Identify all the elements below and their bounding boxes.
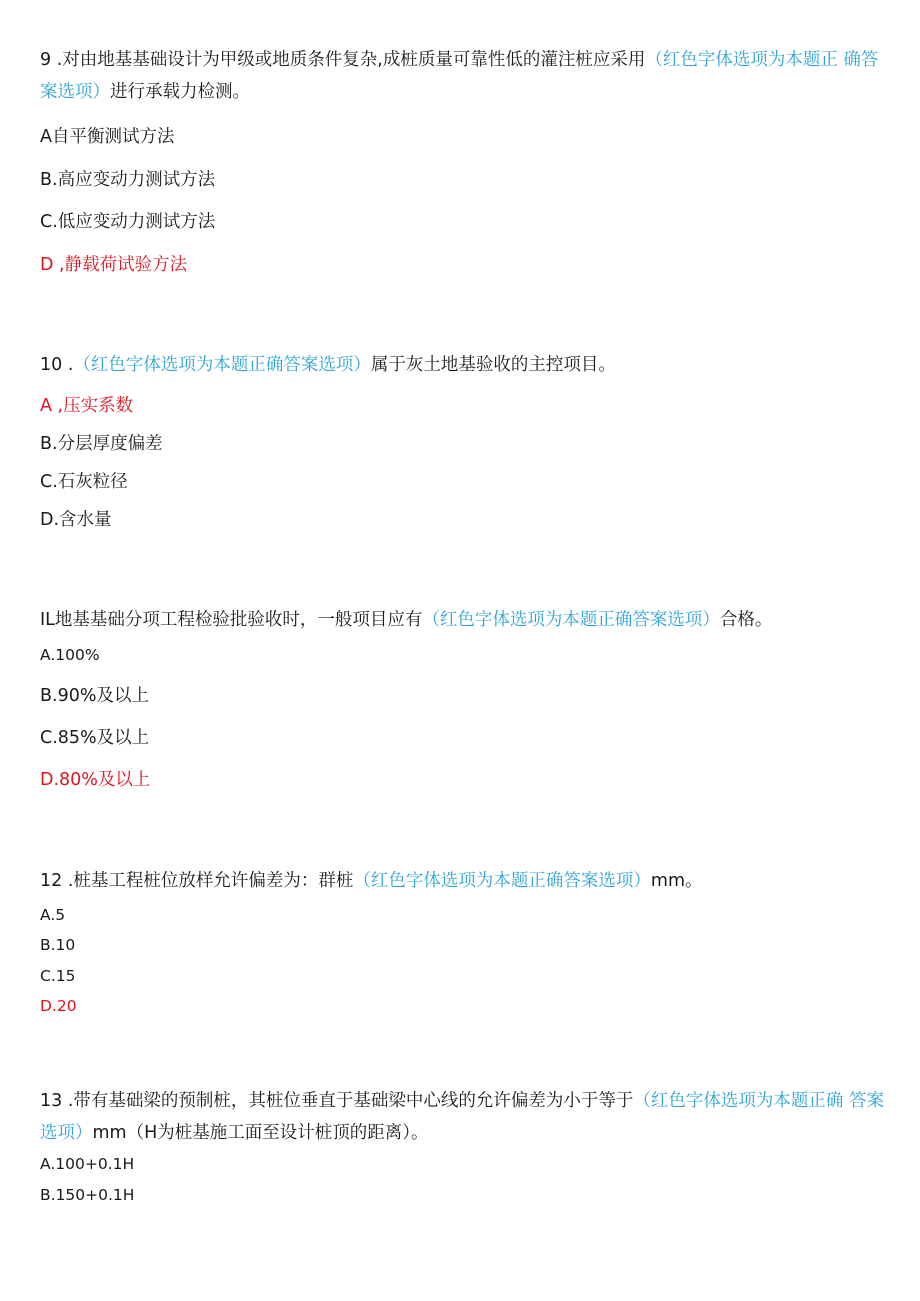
question-13 <box>40 1085 885 1149</box>
question-text-end: mm。 <box>650 871 703 891</box>
option-a: A.100+0.1H <box>40 1155 135 1173</box>
question-number: 9 <box>40 50 52 70</box>
question-number: 12 <box>40 871 63 891</box>
question-number: 10 <box>40 355 63 375</box>
question-text: .对由地基基础设计为甲级或地质条件复杂,成桩质量可靠性低的灌注桩应采用 <box>51 50 646 70</box>
option-d-correct: D ,静载荷试验方法 <box>40 255 188 275</box>
option-c: C.石灰粒径 <box>40 472 128 492</box>
answer-hint: （红色字体选项为本题正确答案选项） <box>73 355 371 375</box>
question-text-end: 进行承载力检测。 <box>110 82 250 102</box>
option-b: B.分层厚度偏差 <box>40 434 163 454</box>
option-b: B.150+0.1H <box>40 1186 135 1204</box>
question-number: 13 <box>40 1091 63 1111</box>
question-text: . <box>62 355 74 375</box>
question-11 <box>40 604 885 636</box>
question-text-end: 合格。 <box>719 610 773 630</box>
question-text: 地基基础分项工程检验批验收时，一般项目应有 <box>54 610 423 630</box>
answer-hint: （红色字体选项为本题正 确答案选项） <box>40 50 879 102</box>
option-c: C.低应变动力测试方法 <box>40 212 216 232</box>
option-b: B.高应变动力测试方法 <box>40 170 216 190</box>
question-text-end: mm（H为桩基施工面至设计桩顶的距离）。 <box>92 1123 429 1143</box>
option-a: A自平衡测试方法 <box>40 127 175 147</box>
question-text: .带有基础梁的预制桩，其桩位垂直于基础梁中心线的允许偏差为小于等于 <box>62 1091 634 1111</box>
option-a-correct: A ,压实系数 <box>40 396 134 416</box>
option-c: C.15 <box>40 967 76 985</box>
option-a: A.100% <box>40 646 100 664</box>
option-d-correct: D.80%及以上 <box>40 770 151 790</box>
answer-hint: （红色字体选项为本题正确答案选项） <box>422 610 720 630</box>
answer-hint: （红色字体选项为本题正确 答案选项） <box>40 1091 884 1143</box>
option-d-correct: D.20 <box>40 997 77 1015</box>
question-number: IL <box>40 610 55 630</box>
question-9 <box>40 44 885 108</box>
question-text-end: 属于灰土地基验收的主控项目。 <box>370 355 616 375</box>
option-b: B.10 <box>40 936 76 954</box>
option-b: B.90%及以上 <box>40 686 149 706</box>
question-text: .桩基工程桩位放样允许偏差为：群桩 <box>62 871 354 891</box>
question-12 <box>40 865 885 897</box>
option-d: D.含水量 <box>40 510 112 530</box>
answer-hint: （红色字体选项为本题正确答案选项） <box>353 871 651 891</box>
option-c: C.85%及以上 <box>40 728 150 748</box>
question-10 <box>40 349 885 381</box>
option-a: A.5 <box>40 906 66 924</box>
